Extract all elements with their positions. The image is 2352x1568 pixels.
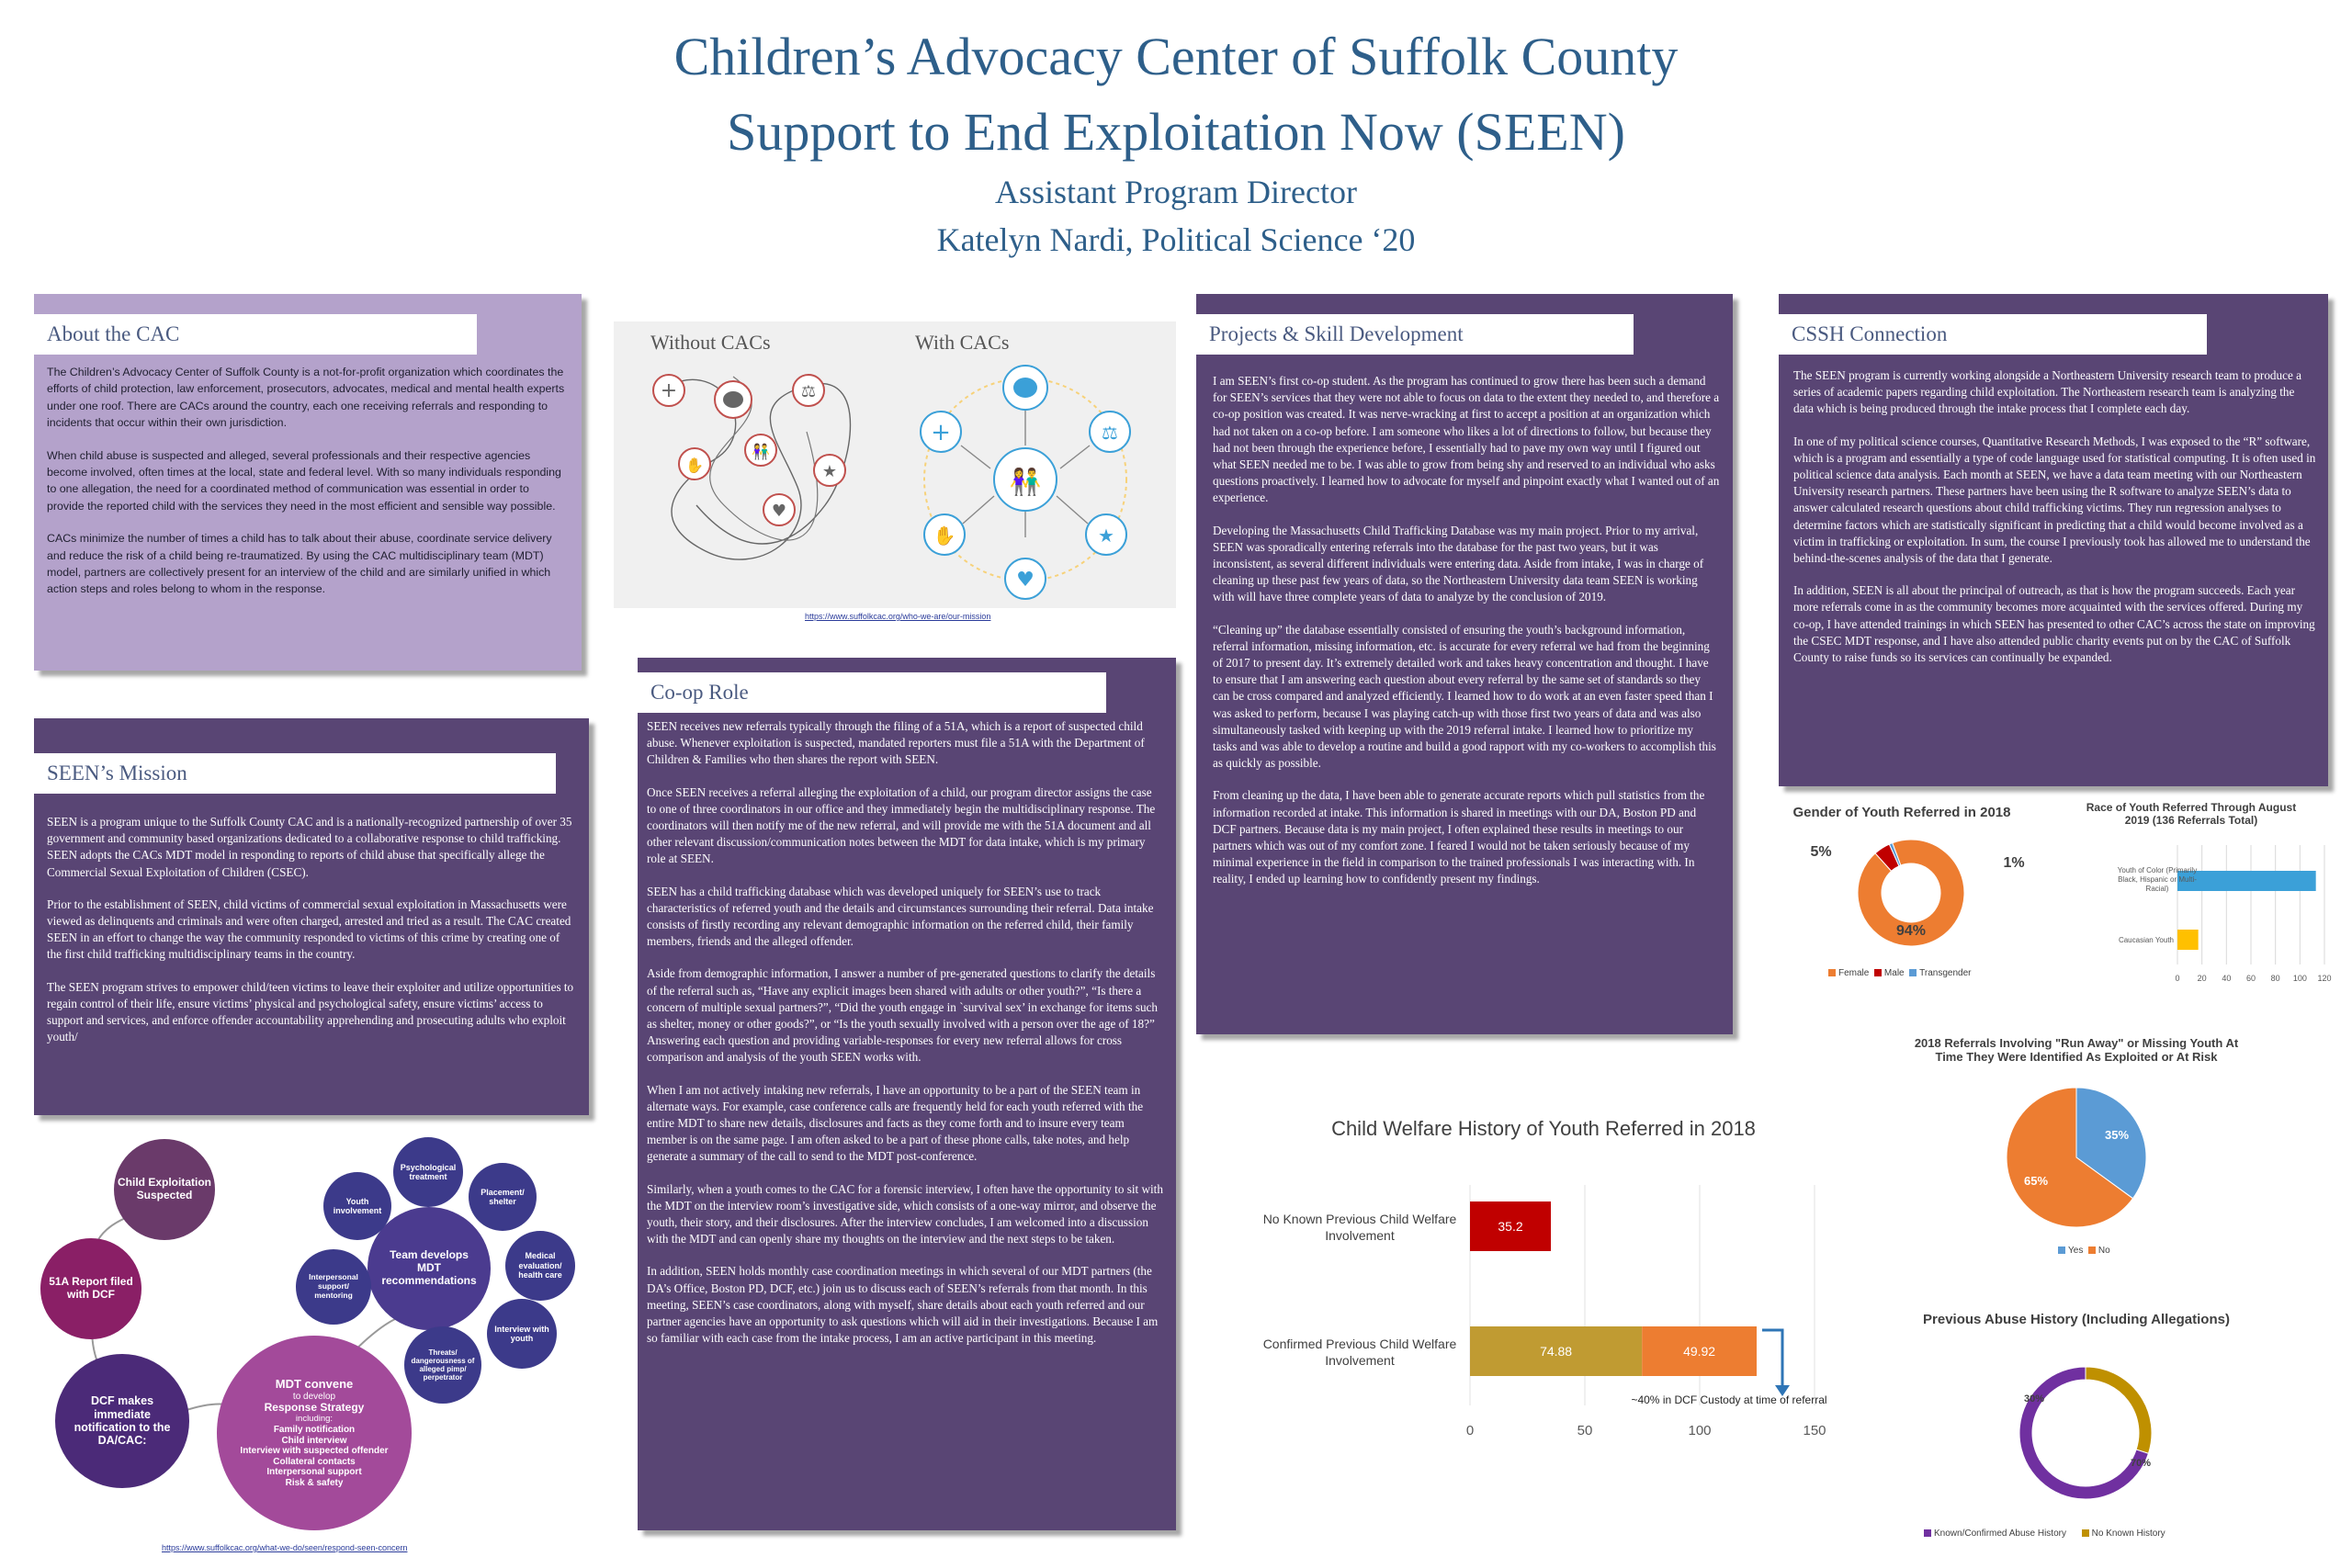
- legend-label: Female: [1838, 968, 1870, 978]
- convene-sub: to develop: [292, 1391, 336, 1402]
- plus-icon-blue: [921, 412, 961, 452]
- interpersonal-node: Interpersonal support/ mentoring: [296, 1249, 371, 1325]
- welfare-chart: [1222, 1176, 1865, 1451]
- projects-paragraph: From cleaning up the data, I have been able to generate accurate reports which pull statistics from the information recorded at intake. This information is shared in meetings with our DA, Boston PD and DCF partners. Because data is my main project, I often explained these results in meetings to our partners which was out of my comfort zone. I feared I would not be taken seriously because of my minimal experience in the field in comparison to the trained professionals I was interacting with. In reality, I ended up learning how to confidently present my findings.: [1213, 788, 1705, 886]
- x-tick-label: 50: [1577, 1423, 1593, 1438]
- bar: [2177, 930, 2199, 950]
- convene-item: Collateral contacts: [273, 1456, 356, 1467]
- x-tick-label: 40: [2222, 974, 2232, 983]
- svg-text:★: ★: [1098, 525, 1114, 547]
- heart-icon-blue: [1005, 558, 1046, 599]
- bar: [2177, 871, 2316, 891]
- psych-treatment-node: Psychological treatment: [393, 1137, 463, 1207]
- mdt-graphic-url[interactable]: https://www.suffolkcac.org/what-we-do/seen/respond-seen-concern: [162, 1543, 408, 1552]
- x-tick-label: 150: [1803, 1423, 1826, 1438]
- race-chart: [2067, 845, 2334, 992]
- cssh-paragraph: In addition, SEEN is all about the principal of outreach, as that is how the program succeeds. Each year more referrals come in as the community becomes more acquainted with the services offered. During my co-op, I have attended trainings in which SEEN has presented to other CAC’s across the state on improving the CSEC MDT response, and I have also attended public charity events put on by the CAC of Suffolk County to raise funds so its services can continually be expanded.: [1793, 583, 2315, 665]
- x-tick-label: 0: [1465, 1423, 1475, 1438]
- projects-panel: [1196, 294, 1733, 1034]
- mission-paragraph: The SEEN program strives to empower child/teen victims to leave their exploiter and utilize opportunities to regain control of their life, ensure victims’ physical and psychological safety, ensure victims’ access to support and services, and enforce offender accountability apprehending and prosecuting adults who exploit youth/: [47, 979, 574, 1044]
- legend-swatch: [1924, 1529, 1931, 1537]
- convene-item: Interpersonal support: [266, 1467, 362, 1478]
- cssh-paragraph: In one of my political science courses, Quantitative Research Methods, I was exposed to the “R” software, which is a program and essentially a type of code language used for statistical computing. It is often used in political science data analysis. Each month at SEEN, we have a data team meeting with our Northeastern University research partners. These partners have been using the R software to analyze SEEN’s data to answer calculated research questions about child trafficking victims. They run regression analyses to determine factors which are statistically significant in predicting that a child would become involved as a victim in trafficking or exploitation. In sum, the course I previously took has allowed me to understand the behind-the-scenes analysis of the data that I generate.: [1793, 434, 2316, 566]
- coop-paragraph: Once SEEN receives a referral alleging the exploitation of a child, our program director assigns the case to one of three coordinators in our office and they immediately begin the multidisciplinary response. The coordinators will then notify me of the new referral, and will provide me with the 51A document and all other relevant discussion/communication notes between the MDT for data intake, which is my primary role at SEEN.: [647, 784, 1156, 866]
- legend-label: Yes: [2068, 1246, 2084, 1256]
- svg-text:♥: ♥: [1016, 569, 1035, 592]
- coop-panel: [638, 658, 1176, 1530]
- hand-icon-blue: [924, 514, 965, 555]
- legend-swatch: [2088, 1247, 2096, 1254]
- coop-paragraph: In addition, SEEN holds monthly case coordination meetings in which several of our MDT partners (the DA’s Office, Boston PD, DCF, etc.) join us to discuss each of SEEN’s referrals from that month. In this meeting, SEEN’s case coordinators, along with myself, share details about each youth referred and our partner agencies have an opportunity to ask questions which will aid in their investigations. Because I am so familiar with each case from the intake process, I am an active participant in this meeting.: [647, 1264, 1159, 1346]
- data-label: 74.88: [1540, 1344, 1573, 1359]
- placement-node: Placement/ shelter: [469, 1163, 537, 1231]
- cssh-paragraph: The SEEN program is currently working alongside a Northeastern University research team to produce a series of academic papers regarding child exploitation. The Northeastern research team is analyzing the data which is being produced through the intake process that I complete each day.: [1793, 368, 2301, 416]
- projects-paragraph: Developing the Massachusetts Child Trafficking Database was my main project. Prior to my arrival, SEEN was sporadically entering referrals into the database for the past two years, but it was inconsistent, as several different individuals were entering data. Aside from intake, I was in charge of cleaning up these past few years of data, so the Northeastern University data team SEEN is working with will have three complete years of data to analyze by the conclusion of 2019.: [1213, 523, 1704, 604]
- abuse-chart: [1994, 1341, 2177, 1525]
- team-recommendations-node: Team develops MDT recommendations: [368, 1207, 491, 1330]
- brain-icon-blue: [1003, 366, 1047, 410]
- category-label: Caucasian Youth: [2118, 936, 2174, 944]
- legend-label: No Known History: [2091, 1529, 2165, 1539]
- category-label: Confirmed Previous Child Welfare Involvement: [1262, 1337, 1457, 1368]
- convene-item: Interview with suspected offender: [240, 1446, 389, 1457]
- without-cacs-label: Without CACs: [650, 331, 771, 354]
- data-label: 49.92: [1683, 1344, 1716, 1359]
- mission-title: SEEN’s Mission: [34, 753, 556, 794]
- legend-swatch: [1828, 969, 1836, 976]
- cac-infographic-art: [614, 321, 1176, 608]
- data-label: 30%: [2023, 1393, 2045, 1404]
- plus-icon: [653, 375, 684, 406]
- legend-swatch: [1874, 969, 1882, 976]
- projects-title: Projects & Skill Development: [1196, 314, 1634, 355]
- legend-label: No: [2098, 1246, 2110, 1256]
- gender-chart: [1801, 827, 2025, 992]
- welfare-chart-title: Child Welfare History of Youth Referred in 2018: [1331, 1117, 1756, 1140]
- gender-legend: [1828, 968, 1972, 978]
- data-label: 70%: [2130, 1458, 2152, 1469]
- x-tick-label: 100: [1688, 1423, 1712, 1438]
- report-51a-node: 51A Report filed with DCF: [40, 1238, 141, 1339]
- x-tick-label: 80: [2270, 974, 2280, 983]
- badge-icon: [814, 455, 845, 486]
- race-chart-title: Race of Youth Referred Through August 2019 (136 Referrals Total): [2086, 801, 2297, 827]
- svg-text:⚖: ⚖: [800, 382, 817, 401]
- heart-icon: [763, 494, 795, 525]
- svg-text:👫: 👫: [752, 443, 770, 460]
- annotation-arrow: [1762, 1330, 1782, 1389]
- poster-title: Children’s Advocacy Center of Suffolk County: [673, 27, 1679, 86]
- data-label: 35.2: [1498, 1219, 1523, 1234]
- projects-paragraph: “Cleaning up” the database essentially consisted of ensuring the youth’s background information, referral information, missing information, etc. is accurate for every referral we had from the beginning of 2017 to present day. It’s extremely detailed work and takes heavy concentration and thought. I have to ensure that I am answering each question about every referral by the same set of standards so they can be cross compared and analyzed efficiently. I learned how to do work at an even faster speed than I was asked to perform, because I was playing catch-up with those first two years of data and was also simultaneously tasked with keeping up with the 2019 referral intake. I learned how to prioritize my tasks and was able to develop a routine and build a good rapport with my co-workers to accomplish this as quickly as possible.: [1213, 622, 1716, 771]
- runaway-chart: [1984, 1075, 2168, 1240]
- brain-icon: [715, 381, 752, 418]
- svg-text:+: +: [660, 379, 678, 402]
- data-label: 94%: [1895, 923, 1927, 939]
- child-exploitation-node: Child Exploitation Suspected: [114, 1139, 215, 1240]
- svg-text:★: ★: [821, 462, 838, 481]
- dcf-notification-node: DCF makes immediate notification to the DA/CAC:: [55, 1354, 189, 1488]
- scales-icon-blue: [1090, 412, 1130, 452]
- about-paragraph: The Children’s Advocacy Center of Suffolk County is a not-for-profit organization which coordinates the efforts of child protection, law enforcement, prosecutors, advocates, medical and mental health experts under one roof. There are CACs around the country, each one receiving referrals and responding to incidents that occur within their own jurisdiction.: [47, 366, 565, 430]
- cssh-panel: [1779, 294, 2328, 786]
- svg-text:+: +: [931, 419, 951, 446]
- poster-author: Katelyn Nardi, Political Science ‘20: [936, 221, 1416, 258]
- svg-text:♥: ♥: [771, 502, 787, 521]
- x-tick-label: 0: [2175, 974, 2180, 983]
- abuse-chart-title: Previous Abuse History (Including Allegations): [1923, 1312, 2230, 1327]
- with-cacs-label: With CACs: [915, 331, 1010, 354]
- mission-paragraph: SEEN is a program unique to the Suffolk County CAC and is a nationally-recognized partnership of over 35 government and community based organizations dedicated to a collaborative response to child trafficking. SEEN adopts the CACs MDT model in responding to reports of child abuse that specifically allege the Commercial Sexual Exploitation of Children (CSEC).: [47, 815, 572, 879]
- poster-subtitle: Support to End Exploitation Now (SEEN): [727, 102, 1625, 162]
- mission-body: [47, 814, 576, 1061]
- projects-body: [1213, 373, 1720, 904]
- coop-paragraph: When I am not actively intaking new referrals, I have an opportunity to be a part of the SEEN team in alternate ways. For example, case conference calls are frequently held for each youth referred with the entire MDT to share new details, disclosures and facts as they come forth and to insure every team member is on the same page. I am often asked to be a part of these phone calls, take notes, and help generate a summary of the call to send to the MDT post-conference.: [647, 1082, 1144, 1164]
- runaway-chart-title: 2018 Referrals Involving "Run Away" or Missing Youth At Time They Were Identified As Exploited or At Risk: [1914, 1036, 2239, 1064]
- svg-text:👫: 👫: [1009, 467, 1042, 497]
- coop-title: Co-op Role: [638, 672, 1106, 713]
- data-label: 1%: [2003, 855, 2025, 871]
- coop-paragraph: Similarly, when a youth comes to the CAC for a forensic interview, I often have the opportunity to sit with the MDT on the interview room’s investigative side, which consists of a one-way mirror, and observe the youth, their story, and their disclosures. After the interview concludes, I am welcomed into a discussion with the MDT and can openly share my thoughts on the interview and the next steps to be taken.: [647, 1181, 1163, 1247]
- category-label: No Known Previous Child Welfare Involvement: [1262, 1212, 1457, 1243]
- x-tick-label: 60: [2245, 974, 2256, 983]
- convene-item: Family notification: [273, 1425, 356, 1436]
- x-tick-label: 120: [2317, 974, 2332, 983]
- cssh-body: [1793, 367, 2317, 682]
- pie-slice: [2086, 1367, 2152, 1453]
- poster-role: Assistant Program Director: [995, 174, 1357, 210]
- mdt-diagram: [28, 1135, 616, 1540]
- about-paragraph: CACs minimize the number of times a child has to talk about their abuse, coordinate service delivery and reduce the risk of a child being re-traumatized. By using the CAC multidisciplinary team (MDT) model, partners are collectively present for an interview of the child and are similarly unified in which action steps and roles belong to whom in the response.: [47, 532, 552, 596]
- legend-label: Known/Confirmed Abuse History: [1934, 1529, 2066, 1539]
- about-title: About the CAC: [34, 314, 477, 355]
- mission-paragraph: Prior to the establishment of SEEN, child victims of commercial sexual exploitation in Massachusetts were viewed as delinquents and criminals and were often charged, arrested and tried as a result. The CAC created SEEN in an effort to change the way the community responded to victims of this crime by creating one of the first child trafficking multidisciplinary teams in the country.: [47, 897, 571, 962]
- x-tick-label: 20: [2197, 974, 2207, 983]
- convene-item: Child interview: [281, 1435, 347, 1446]
- mdt-convene-node: [217, 1336, 412, 1530]
- convene-item: Risk & safety: [285, 1477, 344, 1488]
- badge-icon-blue: [1086, 514, 1126, 555]
- coop-paragraph: SEEN has a child trafficking database which was developed uniquely for SEEN’s use to track characteristics of referred youth and the details and circumstances surrounding their referral. Data intake consists of firstly recording any relevant demographic information on the referred child, their family members, friends and the alleged offender.: [647, 884, 1154, 949]
- svg-text:✋: ✋: [933, 525, 956, 547]
- mission-panel: [34, 718, 589, 1115]
- abuse-legend: [1924, 1529, 2165, 1539]
- data-label: 5%: [1810, 844, 1832, 860]
- projects-paragraph: I am SEEN’s first co-op student. As the program has continued to grow there has been such a demand for SEEN’s services that they were not able to focus on data to the extent they needed to, and therefore a co-op position was created. It was nerve-wracking at first to accept a position at an organization which had not taken on a co-op before. I am someone who likes a lot of directions to follow, but because they had not been through the experience before, I essentially had to pave my own way until I figured out what SEEN needed me to be. I was able to grow from being shy and reserved to an individual who asks questions proactively. I learned how to advocate for myself and pinpoint exactly what I wanted out of an experience.: [1213, 374, 1720, 505]
- x-tick-label: 100: [2292, 974, 2307, 983]
- threats-node: Threats/ dangerousness of alleged pimp/ perpetrator: [404, 1326, 481, 1404]
- convene-strategy: Response Strategy: [264, 1401, 365, 1415]
- svg-text:✋: ✋: [685, 457, 704, 474]
- cac-graphic-url[interactable]: https://www.suffolkcac.org/who-we-are/our-mission: [805, 612, 991, 621]
- legend-label: Transgender: [1919, 968, 1972, 978]
- about-body: [47, 364, 567, 614]
- coop-paragraph: Aside from demographic information, I answer a number of pre-generated questions to clarify the details of the referral such as, “Have any explicit images been shared with adults or other youth?”, “Is there a concern of multiple sexual partners?”, “Did the youth engage in `survival sex’ in exchange for items such as shelter, money or other goods?”, or “Is the youth sexually involved with a person over the age of 18?” Answering each question and providing variable-responses for every new referral allows for cross comparison and analysis of the youth SEEN works with.: [647, 966, 1159, 1065]
- coop-paragraph: SEEN receives new referrals typically through the filing of a 51A, which is a report of suspected child abuse. Whenever exploitation is suspected, mandated reporters must file a 51A with the Department of Children & Families who then shares the report with SEEN.: [647, 719, 1145, 767]
- data-label: 65%: [2023, 1174, 2049, 1188]
- legend-swatch: [1909, 969, 1917, 976]
- hand-icon: [679, 448, 710, 479]
- annotation-label: ~40% in DCF Custody at time of referral: [1631, 1393, 1827, 1406]
- medical-node: Medical evaluation/ health care: [505, 1231, 575, 1301]
- cssh-title: CSSH Connection: [1779, 314, 2207, 355]
- interview-node: Interview with youth: [487, 1299, 557, 1369]
- convene-including: including:: [295, 1414, 334, 1425]
- legend-swatch: [2058, 1247, 2065, 1254]
- data-label: 35%: [2104, 1128, 2130, 1142]
- runaway-legend: [2058, 1246, 2110, 1256]
- coop-body: [647, 718, 1163, 1363]
- legend-swatch: [2082, 1529, 2089, 1537]
- convene-title: MDT convene: [275, 1376, 354, 1391]
- about-paragraph: When child abuse is suspected and alleged, several professionals and their respective agencies become involved, often times at the local, state and federal level. With so many individuals responding to one allegation, the need for a coordinated method of communication was essential in order to provide the reported child with the services they need in the most efficient and sensible way possible.: [47, 448, 561, 513]
- category-label: Youth of Color (Primarily Black, Hispanic or Multi-Racial): [2117, 866, 2198, 893]
- family-icon: [745, 434, 776, 466]
- scales-icon: [793, 375, 824, 406]
- family-hub-icon: [994, 448, 1057, 511]
- cac-infographic: [614, 321, 1176, 608]
- youth-involvement-node: Youth involvement: [323, 1172, 391, 1240]
- svg-text:⚖: ⚖: [1102, 422, 1118, 444]
- gender-chart-title: Gender of Youth Referred in 2018: [1792, 805, 2011, 820]
- legend-label: Male: [1883, 968, 1905, 978]
- about-panel: [34, 294, 582, 671]
